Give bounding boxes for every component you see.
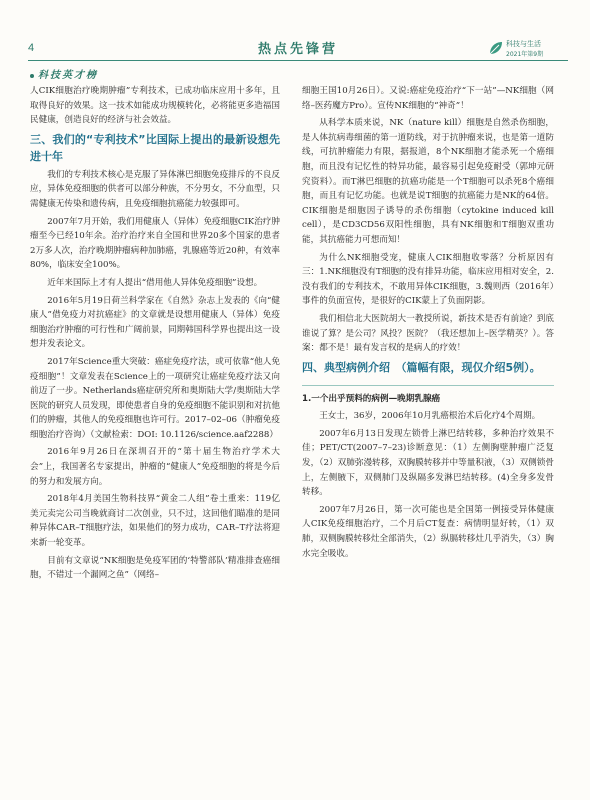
paragraph: 近年来国际上才有人提出“借用他人异体免疫细胞”设想。	[47, 277, 263, 288]
paragraph: 2007年7月开始，我们用健康人（异体）免疫细胞CIK治疗肿瘤至今已经10年余。治疗治疗来自全国和世界20多个国家的患者2万多人次，治疗晚期肿瘤病种加肺癌，乳腺癌等近20种，有效率80%，临床安全100%。	[30, 216, 280, 271]
paragraph: 人CIK细胞治疗晚期肿瘤”专利技术，已成功临床应用十多年，且取得良好的效果。这一技术如能成功规模转化，必将能更多造福国民健康，创造良好的经济与社会效益。	[30, 86, 280, 126]
paragraph: 2007年7月26日，第一次可能也是全国第一例接受异体健康人CIK免疫细胞治疗，二个月后CT复查：病情明显好转，（1）双肺，双侧胸膜转移灶全部消失，（2）纵膈转移灶几乎消失，（3）胸水完全吸收。	[302, 504, 554, 559]
leaf-logo-icon	[488, 40, 504, 56]
issue-label: 2021年第9期	[506, 51, 544, 58]
page-number: 4	[28, 42, 35, 54]
column-tag-text: 科技英才榜	[38, 70, 98, 81]
paragraph: 为什么NK细胞受宠，健康人CIK细胞收零落？分析原因有三：1.NK细胞没有T细胞的没有排异功能，临床应用相对安全，2.没有我们的专利技术，不敢用异体CIK细胞，3.魏则西（2016年）事件的负面宣传，是很好的CIK蒙上了负面阴影。	[302, 252, 554, 307]
paragraph: 2018年4月美国生物科技界“黄金二人组”卷土重来：119亿美元卖完公司当晚就商讨二次创业，只不过，这回他们瞄准的是同种异体CAR–T细胞疗法，如果他们的努力成功，CAR–T疗法将迎来新一轮变革。	[30, 494, 280, 549]
column-tag	[30, 66, 126, 80]
paragraph: 2007年6月13日发现左锁骨上淋巴结转移，多种治疗效果不佳；PET/CT(2007–7–23)诊断意见：（1）左侧胸壁肿瘤广泛复发，（2）双肺弥漫转移，双胸膜转移并中等量积液，（3）双侧锁骨上，左侧腋下，双侧肺门及纵隔多发淋巴结转移。(4)全身多发骨转移。	[302, 428, 554, 498]
magazine-brand	[488, 38, 568, 60]
section-heading: 四、典型病例介绍 （篇幅有限，现仅介绍5例）。	[302, 360, 541, 374]
section-title: 热点先锋营	[257, 42, 338, 57]
case-title: 1.一个出乎预料的病例—晚期乳腺癌	[302, 393, 441, 404]
paragraph: 2016年9月26日在深圳召开的“第十届生物治疗学术大会”上，我国著名专家提出，肿瘤的“健康人”免疫细胞的将是今后的努力和发展方向。	[30, 447, 280, 487]
paragraph: 我们相信北大医院胡大一教授所说，新技术是否有前途？到底谁说了算？是公司？风投？医院？（我还想加上–医学精英？）。答案：都不是！最有发言权的是病人的疗效！	[302, 313, 554, 354]
left-column	[30, 84, 280, 586]
paragraph: 我们的专利技术核心是克服了异体淋巴细胞免疫排斥的不良反应，异体免疫细胞的供者可以部分种族，不分男女，不分血型，只需健康无传染和遗传病，且免疫细胞抗癌能力较强即可。	[30, 169, 280, 209]
brand-name: 科技与生活	[506, 40, 541, 48]
bullet-dot-icon	[30, 74, 34, 78]
paragraph: 目前有文章说“NK细胞是免疫军团的‘特警部队’精准排查癌细胞，不错过一个漏网之鱼”（网络–	[30, 555, 280, 581]
paragraph: 从科学本质来说，NK（nature kill）细胞是自然杀伤细胞，是人体抗病毒细菌的第一道防线，对于抗肿瘤来说，也是第一道防线，可抗肿瘤能力有限，据报道，8个NK细胞才能杀死一个癌细胞，而且没有记忆性的特异功能，最容易引起免疫耐受（郭坤元研究资料）。而T淋巴细胞的抗癌功能是一个T细胞可以杀死8个癌细胞，而且有记忆功能。也就是说T细胞的抗癌能力是NK的64倍。CIK细胞是细胞因子诱导的杀伤细胞（cytokine induced kill cell），是CD3CD56双阳性细胞，具有NK细胞和T细胞双重功能，其抗癌能力可想而知！	[302, 118, 554, 245]
right-column	[302, 84, 554, 564]
paragraph: 细胞王国10月26日）。又说:癌症免疫治疗“下一站”—NK细胞（网络–医药魔方Pro）。宣传NK细胞的“神奇”！	[302, 86, 554, 111]
paragraph: 2017年Science重大突破：癌症免疫疗法，或可依靠“他人免疫细胞”！文章发表在Science上的一项研究让癌症免疫疗法又向前迈了一步。Netherlands癌症研究所和奥斯陆大学/奥斯陆大学医院的研究人员发现，即使患者自身的免疫细胞不能识别和对抗他们的肿瘤，其他人的免疫细胞也许可行。2017–02–06（肿瘤免疫细胞治疗咨询）（文献检索：DOI: 10.1126/science.aaf2288）	[30, 356, 280, 440]
paragraph: 王女士，36岁，2006年10月乳癌根治术后化疗4个周期。	[319, 411, 541, 422]
paragraph: 2016年5月19日荷兰科学家在《自然》杂志上发表的《向“健康人”借免疫力对抗癌症》的文章就是设想用健康人（异体）免疫细胞治疗肿瘤的可行性和广阔前景，同期韩国科学界也提出这一设想并发表论文。	[30, 295, 280, 350]
section-heading: 三、我们的“专利技术”比国际上提出的最新设想先进十年	[30, 132, 280, 163]
divider	[302, 385, 554, 386]
page-header	[28, 38, 568, 61]
